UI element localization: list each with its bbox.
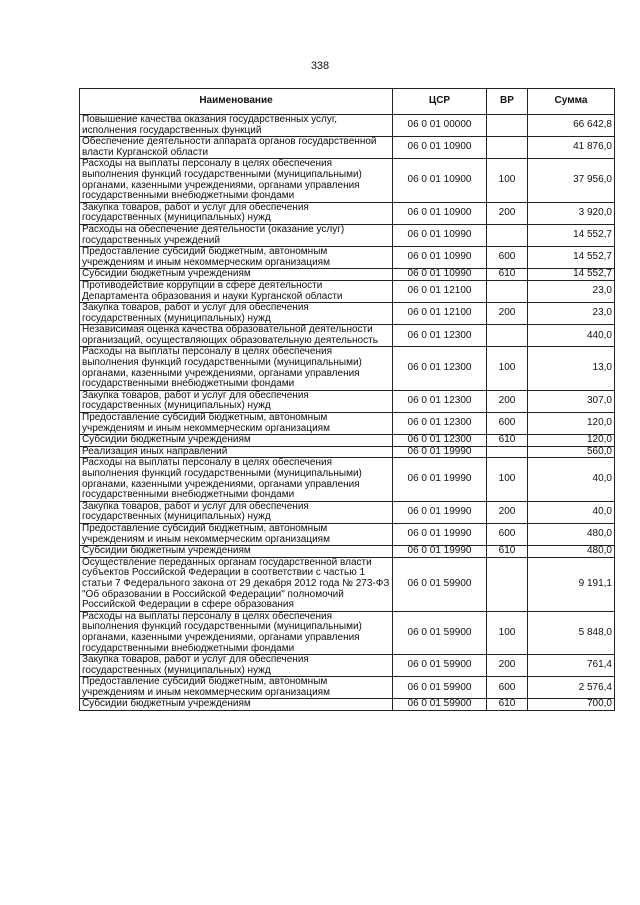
row-sum: 14 552,7 [528, 224, 615, 246]
row-vr: 600 [487, 523, 528, 545]
row-sum: 14 552,7 [528, 269, 615, 281]
row-vr: 100 [487, 458, 528, 501]
table-row [80, 247, 615, 269]
table-row [80, 325, 615, 347]
row-csr: 06 0 01 10990 [393, 269, 487, 281]
table-row [80, 501, 615, 523]
row-csr: 06 0 01 10990 [393, 247, 487, 269]
row-csr: 06 0 01 19990 [393, 458, 487, 501]
row-name: Расходы на выплаты персоналу в целях обеспечения выполнения функций государственными (муниципальными) органами, казенными учреждениями, органами управления государственными внебюджетными фондами [80, 347, 393, 390]
table-row [80, 523, 615, 545]
row-csr: 06 0 01 19990 [393, 446, 487, 458]
row-name: Закупка товаров, работ и услуг для обеспечения государственных (муниципальных) нужд [80, 655, 393, 677]
row-vr [487, 115, 528, 137]
row-vr: 100 [487, 611, 528, 654]
row-csr: 06 0 01 10900 [393, 159, 487, 202]
row-name: Обеспечение деятельности аппарата органов государственной власти Курганской области [80, 137, 393, 159]
row-name: Реализация иных направлений [80, 446, 393, 458]
row-vr: 200 [487, 655, 528, 677]
row-vr: 600 [487, 247, 528, 269]
row-vr: 200 [487, 390, 528, 412]
header-csr: ЦСР [393, 89, 487, 115]
row-csr: 06 0 01 12300 [393, 325, 487, 347]
row-name: Расходы на выплаты персоналу в целях обеспечения выполнения функций государственными (муниципальными) органами, казенными учреждениями, органами управления государственными внебюджетными фондами [80, 159, 393, 202]
row-name: Закупка товаров, работ и услуг для обеспечения государственных (муниципальных) нужд [80, 390, 393, 412]
row-vr: 600 [487, 677, 528, 699]
table-row [80, 435, 615, 447]
table-row [80, 224, 615, 246]
budget-table [79, 88, 615, 711]
table-row [80, 159, 615, 202]
table-row [80, 677, 615, 699]
row-name: Повышение качества оказания государственных услуг, исполнения государственных функций [80, 115, 393, 137]
row-vr [487, 446, 528, 458]
row-sum: 120,0 [528, 435, 615, 447]
table-header-row [80, 89, 615, 115]
table-row [80, 611, 615, 654]
row-name: Расходы на выплаты персоналу в целях обеспечения выполнения функций государственными (муниципальными) органами, казенными учреждениями, органами управления государственными внебюджетными фондами [80, 458, 393, 501]
row-vr: 610 [487, 435, 528, 447]
row-sum: 40,0 [528, 501, 615, 523]
row-sum: 66 642,8 [528, 115, 615, 137]
row-csr: 06 0 01 12300 [393, 435, 487, 447]
table-row [80, 546, 615, 558]
row-vr [487, 224, 528, 246]
table-row [80, 303, 615, 325]
table-row [80, 699, 615, 711]
row-name: Расходы на выплаты персоналу в целях обеспечения выполнения функций государственными (муниципальными) органами, казенными учреждениями, органами управления государственными внебюджетными фондами [80, 611, 393, 654]
row-csr: 06 0 01 10990 [393, 224, 487, 246]
row-csr: 06 0 01 12300 [393, 413, 487, 435]
row-name: Субсидии бюджетным учреждениям [80, 269, 393, 281]
row-name: Закупка товаров, работ и услуг для обеспечения государственных (муниципальных) нужд [80, 501, 393, 523]
row-sum: 307,0 [528, 390, 615, 412]
row-sum: 5 848,0 [528, 611, 615, 654]
table-row [80, 115, 615, 137]
row-name: Противодействие коррупции в сфере деятельности Департамента образования и науки Курганской области [80, 280, 393, 302]
row-csr: 06 0 01 59900 [393, 677, 487, 699]
row-sum: 120,0 [528, 413, 615, 435]
row-vr: 200 [487, 303, 528, 325]
row-name: Расходы на обеспечение деятельности (оказание услуг) государственных учреждений [80, 224, 393, 246]
table-row [80, 413, 615, 435]
table-row [80, 137, 615, 159]
row-sum: 480,0 [528, 523, 615, 545]
table-row [80, 280, 615, 302]
row-sum: 3 920,0 [528, 202, 615, 224]
row-csr: 06 0 01 19990 [393, 501, 487, 523]
row-name: Закупка товаров, работ и услуг для обеспечения государственных (муниципальных) нужд [80, 303, 393, 325]
table-row [80, 458, 615, 501]
page-number: 338 [310, 60, 330, 72]
row-sum: 37 956,0 [528, 159, 615, 202]
table-row [80, 202, 615, 224]
row-csr: 06 0 01 19990 [393, 523, 487, 545]
header-vr: ВР [487, 89, 528, 115]
row-csr: 06 0 01 10900 [393, 137, 487, 159]
row-vr: 200 [487, 501, 528, 523]
row-sum: 13,0 [528, 347, 615, 390]
row-csr: 06 0 01 59900 [393, 611, 487, 654]
row-name: Предоставление субсидий бюджетным, автономным учреждениям и иным некоммерческим организациям [80, 247, 393, 269]
row-name: Субсидии бюджетным учреждениям [80, 435, 393, 447]
row-csr: 06 0 01 12100 [393, 280, 487, 302]
row-name: Независимая оценка качества образовательной деятельности организаций, осуществляющих образовательную деятельность [80, 325, 393, 347]
row-name: Закупка товаров, работ и услуг для обеспечения государственных (муниципальных) нужд [80, 202, 393, 224]
row-csr: 06 0 01 59900 [393, 557, 487, 611]
row-sum: 2 576,4 [528, 677, 615, 699]
table-row [80, 390, 615, 412]
row-sum: 41 876,0 [528, 137, 615, 159]
row-csr: 06 0 01 12300 [393, 347, 487, 390]
row-csr: 06 0 01 19990 [393, 546, 487, 558]
row-name: Осуществление переданных органам государственной власти субъектов Российской Федерации в соответствии с частью 1 статьи 7 Федерального закона от 29 декабря 2012 года № 273-ФЗ "Об образовании в Российской Федерации" полномочий Российской Федерации в сфере образования [80, 557, 393, 611]
table-row [80, 557, 615, 611]
row-name: Предоставление субсидий бюджетным, автономным учреждениям и иным некоммерческим организациям [80, 677, 393, 699]
row-sum: 23,0 [528, 280, 615, 302]
row-csr: 06 0 01 12100 [393, 303, 487, 325]
row-csr: 06 0 01 12300 [393, 390, 487, 412]
row-vr [487, 280, 528, 302]
row-sum: 14 552,7 [528, 247, 615, 269]
row-name: Предоставление субсидий бюджетным, автономным учреждениям и иным некоммерческим организациям [80, 523, 393, 545]
row-vr [487, 137, 528, 159]
row-vr: 610 [487, 269, 528, 281]
table-row [80, 655, 615, 677]
row-sum: 560,0 [528, 446, 615, 458]
row-csr: 06 0 01 10900 [393, 202, 487, 224]
row-sum: 480,0 [528, 546, 615, 558]
row-vr [487, 557, 528, 611]
row-name: Предоставление субсидий бюджетным, автономным учреждениям и иным некоммерческим организациям [80, 413, 393, 435]
row-vr: 100 [487, 159, 528, 202]
row-vr: 100 [487, 347, 528, 390]
row-vr: 610 [487, 699, 528, 711]
row-csr: 06 0 01 00000 [393, 115, 487, 137]
row-name: Субсидии бюджетным учреждениям [80, 546, 393, 558]
table-row [80, 269, 615, 281]
row-vr [487, 325, 528, 347]
row-sum: 40,0 [528, 458, 615, 501]
header-name: Наименование [80, 89, 393, 115]
row-vr: 200 [487, 202, 528, 224]
header-sum: Сумма [528, 89, 615, 115]
row-name: Субсидии бюджетным учреждениям [80, 699, 393, 711]
row-sum: 23,0 [528, 303, 615, 325]
row-vr: 600 [487, 413, 528, 435]
row-csr: 06 0 01 59900 [393, 655, 487, 677]
row-csr: 06 0 01 59900 [393, 699, 487, 711]
table-row [80, 347, 615, 390]
row-sum: 761,4 [528, 655, 615, 677]
row-sum: 440,0 [528, 325, 615, 347]
row-sum: 700,0 [528, 699, 615, 711]
row-vr: 610 [487, 546, 528, 558]
row-sum: 9 191,1 [528, 557, 615, 611]
